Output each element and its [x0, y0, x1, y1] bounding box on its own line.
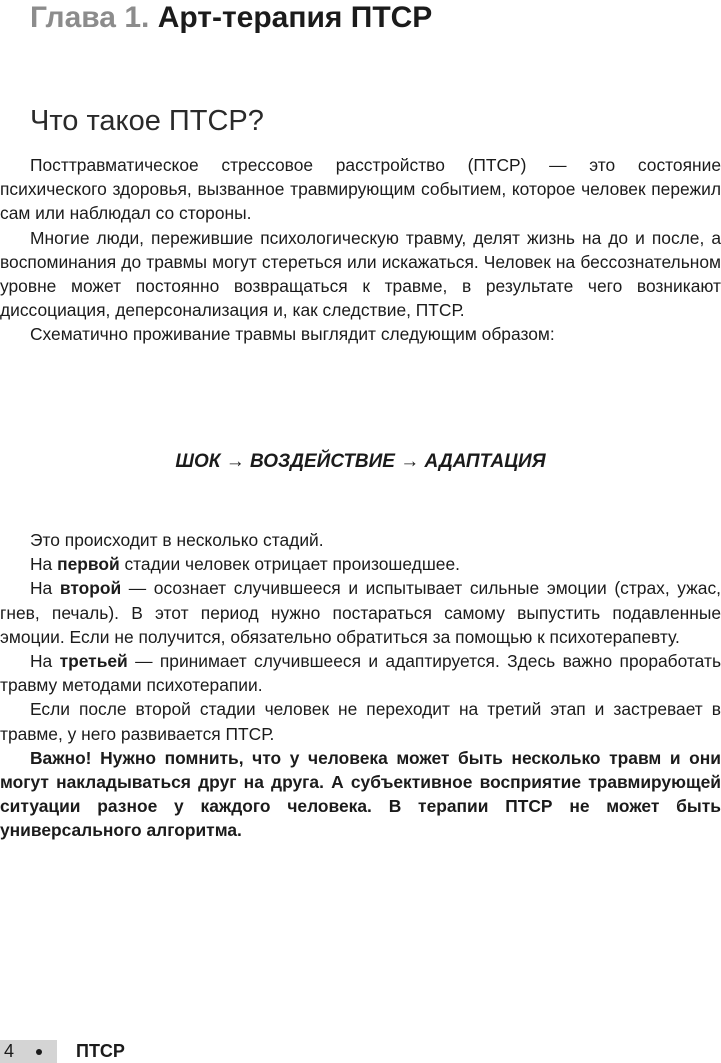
paragraph-text: — осознает случившееся и испытывает сильные эмоции (страх, ужас, гнев, печаль). В этот период нужно постараться самому выпустить подавленные эмоции. Если не получится, обязательно обратиться за помощью к психотерапевту.: [0, 578, 721, 647]
paragraph-text: На: [30, 651, 60, 672]
paragraph: [0, 649, 721, 697]
paragraph: Многие люди, пережившие психологическую травму, делят жизнь на до и после, а воспоминания до травмы могут стереться или искажаться. Человек на бессознательном уровне может постоянно возвращаться к травме, в результате чего возникают диссоциация, деперсонализация и, как следствие, ПТСР.: [0, 227, 721, 321]
page-number-box: [0, 1040, 57, 1063]
paragraph-text: стадии человек отрицает произошедшее.: [119, 554, 460, 575]
paragraph-text: — принимает случившееся и адаптируется. Здесь важно проработать травму методами психотерапии.: [0, 651, 721, 696]
running-title: ПТСР: [76, 1041, 125, 1061]
bullet-dot-icon: [36, 1049, 42, 1055]
paragraph: Если после второй стадии человек не переходит на третий этап и застревает в травме, у него развивается ПТСР.: [0, 699, 721, 744]
section-title: Что такое ПТСР?: [30, 105, 264, 137]
important-note: Важно! Нужно помнить, что у человека может быть несколько травм и они могут накладываться друг на друга. А субъективное восприятие травмирующей ситуации разное у каждого человека. В терапии ПТСР не может быть универсального алгоритма.: [0, 747, 721, 841]
paragraph-text: На: [30, 554, 58, 575]
paragraph-text: На: [30, 578, 60, 599]
intro-text: [0, 153, 721, 347]
chapter-heading: [30, 0, 432, 36]
chapter-number: Глава 1.: [30, 1, 150, 34]
emphasis-text: третьей: [59, 651, 128, 672]
chapter-title: Арт-терапия ПТСР: [157, 1, 433, 34]
trauma-scheme: ШОК → ВОЗДЕЙСТВИЕ → АДАПТАЦИЯ: [175, 451, 546, 472]
emphasis-text: второй: [59, 578, 122, 599]
paragraph: [0, 576, 721, 649]
stages-text: [0, 528, 721, 843]
page-footer: [0, 1040, 721, 1063]
emphasis-text: первой: [57, 554, 120, 575]
paragraph: Схематично проживание травмы выглядит следующим образом:: [30, 324, 555, 345]
page-number: 4: [4, 1041, 15, 1061]
paragraph: Это происходит в несколько стадий.: [30, 530, 324, 550]
paragraph: [0, 552, 721, 576]
paragraph: Посттравматическое стрессовое расстройство (ПТСР) — это состояние психического здоровья, вызванное травмирующим событием, которое человек пережил сам или наблюдал со стороны.: [0, 155, 721, 224]
